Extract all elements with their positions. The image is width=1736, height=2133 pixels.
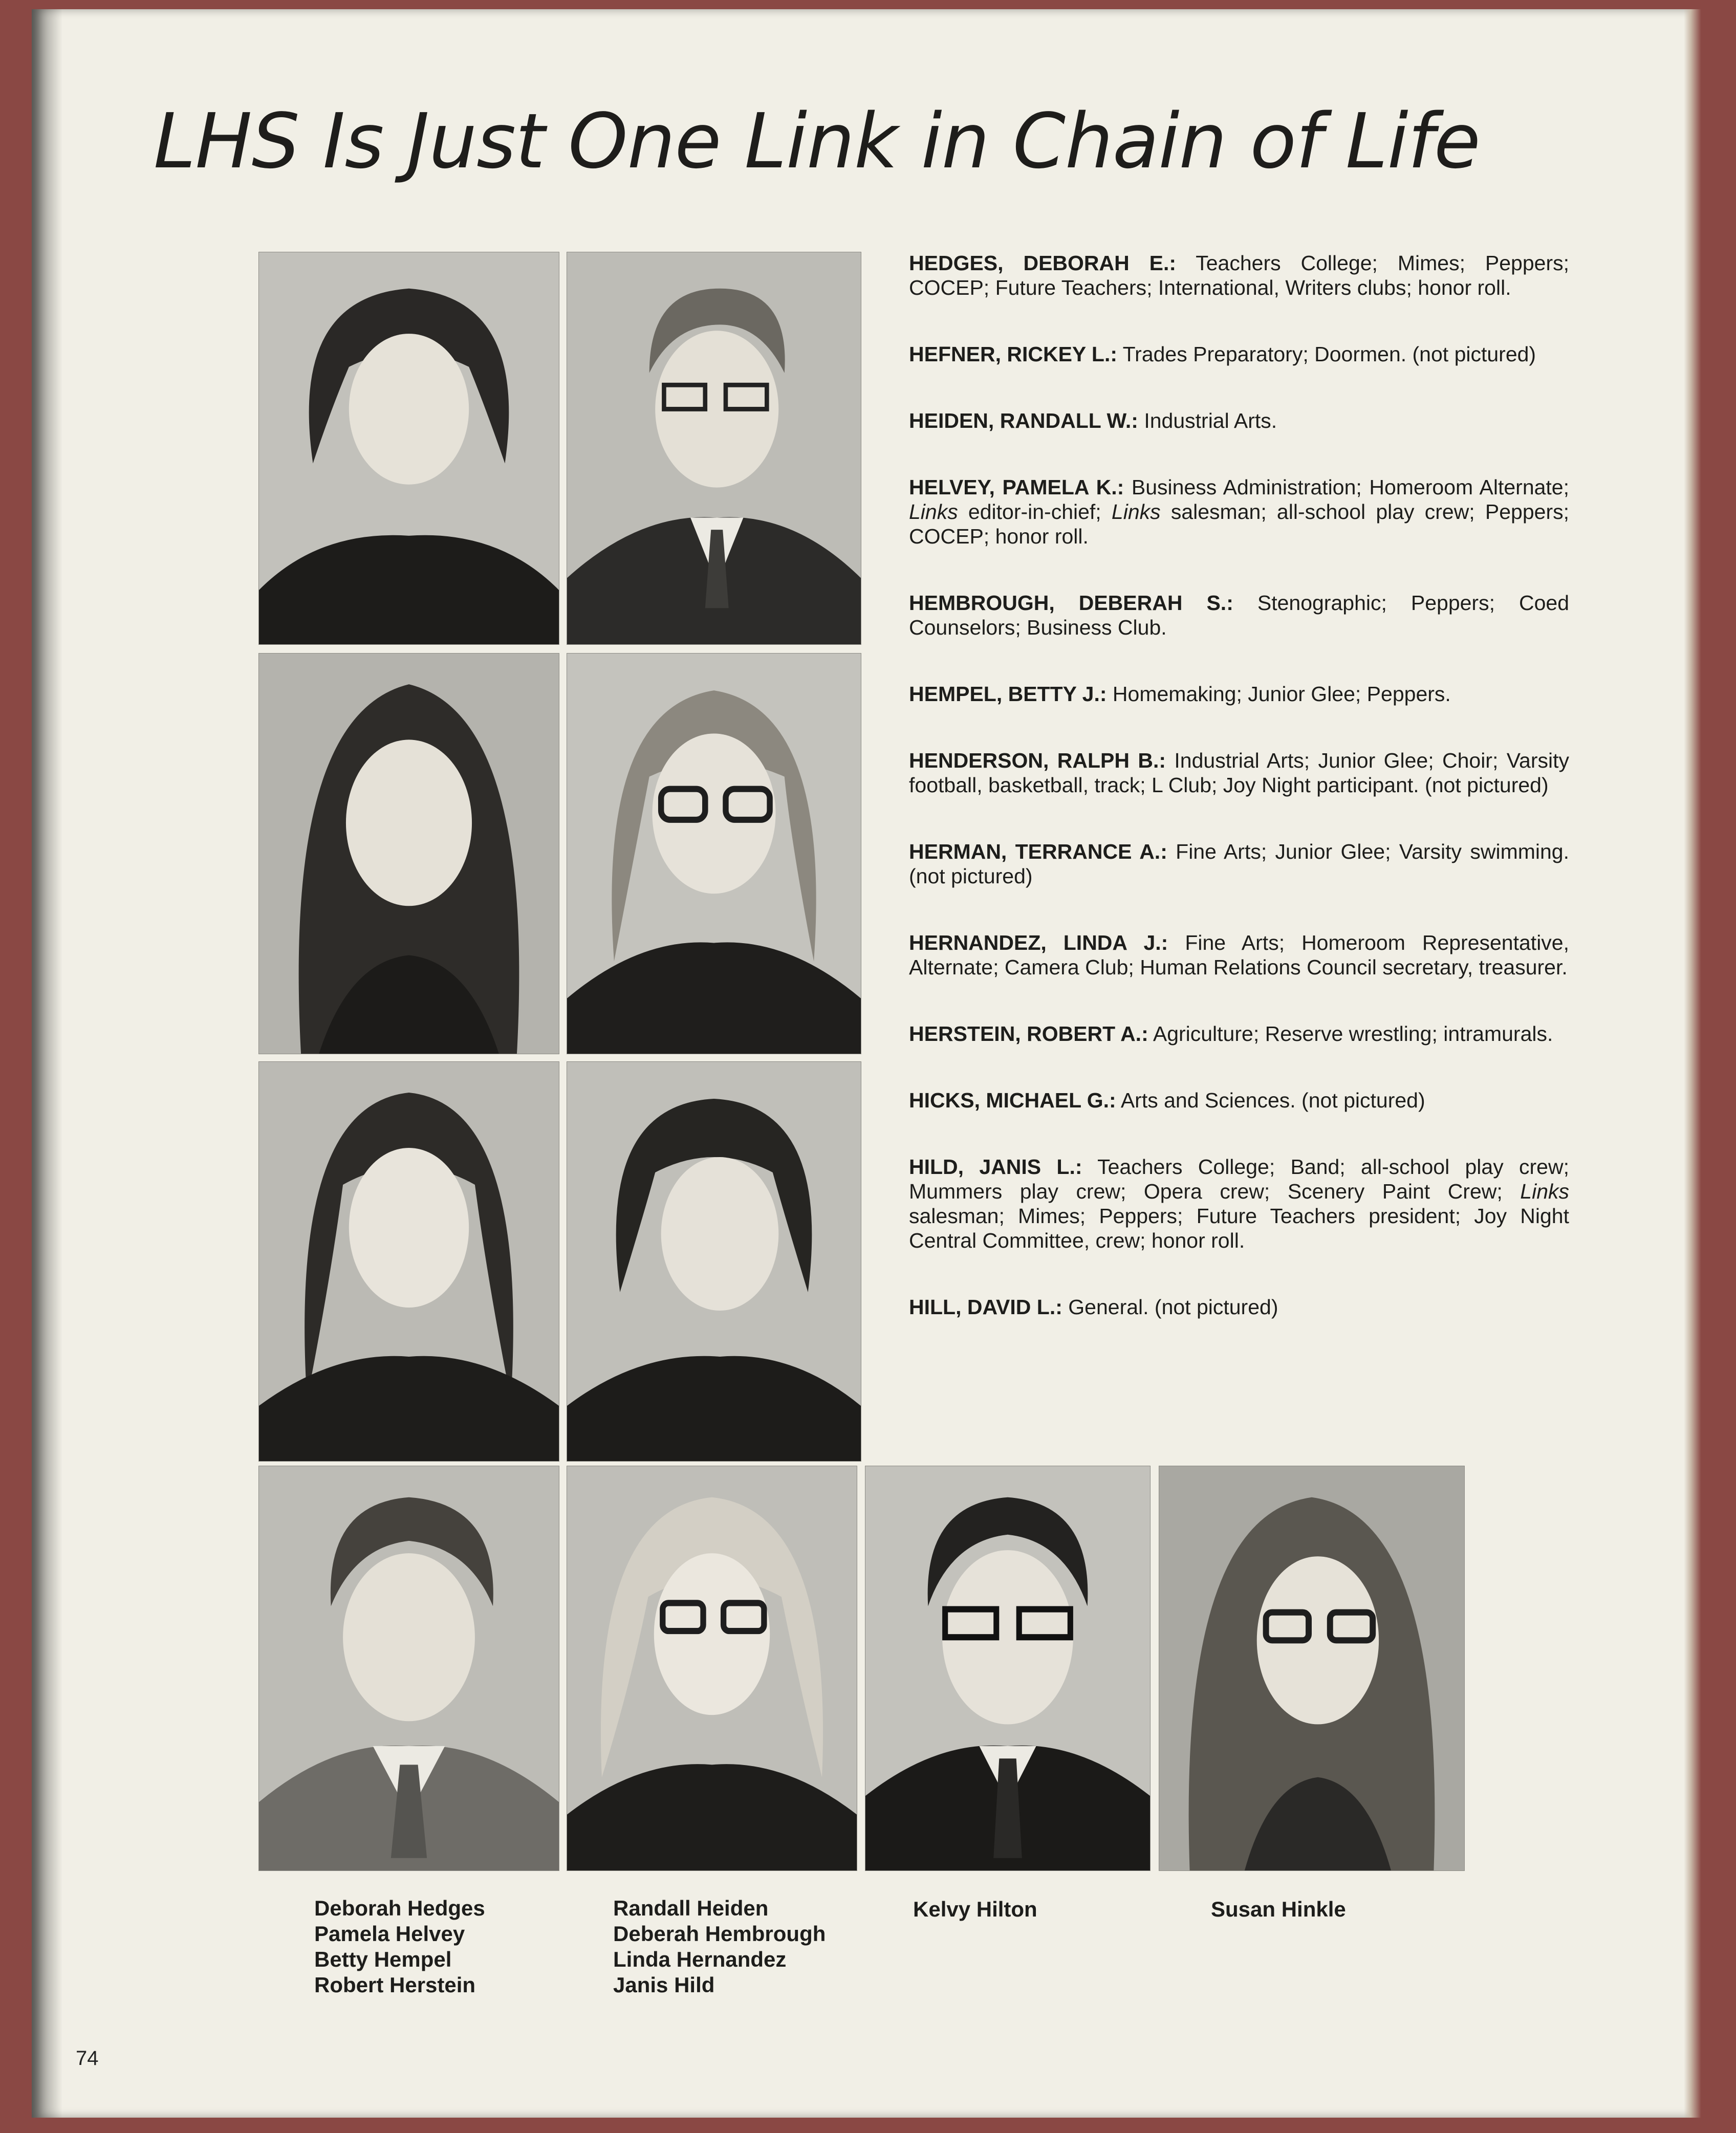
- caption-name: Janis Hild: [613, 1973, 715, 1997]
- bio-entry: HELVEY, PAMELA K.: Business Administration; Homeroom Alternate; Links editor-in-chief; Links salesman; all-school play crew; Peppers; COCEP; honor roll.: [909, 475, 1570, 548]
- photo-caption-column-4: [1211, 1897, 1346, 1922]
- bio-entry: HICKS, MICHAEL G.: Arts and Sciences. (not pictured): [909, 1089, 1425, 1112]
- portrait-photo-pamela-helvey: [258, 653, 559, 1054]
- page-number: 74: [76, 2047, 99, 2070]
- bio-entry: HERNANDEZ, LINDA J.: Fine Arts; Homeroom Representative, Alternate; Camera Club; Human Relations Council secretary, treasurer.: [909, 931, 1569, 979]
- senior-biographies: [909, 251, 1569, 1361]
- bio-entry: HENDERSON, RALPH B.: Industrial Arts; Junior Glee; Choir; Varsity football, basketball, track; L Club; Joy Night participant. (not pictured): [909, 749, 1569, 797]
- page-edge: [1684, 9, 1701, 2118]
- bio-entry: HEIDEN, RANDALL W.: Industrial Arts.: [909, 409, 1277, 432]
- portrait-photo-randall-heiden-2: [258, 1466, 559, 1871]
- caption-name: Deborah Hedges: [314, 1896, 485, 1920]
- caption-name: Robert Herstein: [314, 1973, 476, 1997]
- caption-name: Kelvy Hilton: [913, 1897, 1037, 1921]
- caption-name: Betty Hempel: [314, 1947, 452, 1971]
- bio-entry: HEFNER, RICKEY L.: Trades Preparatory; Doormen. (not pictured): [909, 342, 1536, 366]
- photo-caption-column-2: [613, 1896, 826, 1998]
- portrait-photo-robert-herstein: [567, 1061, 861, 1462]
- caption-name: Linda Hernandez: [613, 1947, 787, 1971]
- bio-entry: HEMPEL, BETTY J.: Homemaking; Junior Glee; Peppers.: [909, 682, 1451, 706]
- bio-entry: HILL, DAVID L.: General. (not pictured): [909, 1295, 1278, 1319]
- portrait-photo-deberah-hembrough: [567, 653, 861, 1054]
- portrait-photo-betty-hempel: [258, 1061, 559, 1462]
- spine-shadow: [32, 9, 62, 2118]
- photo-caption-column-3: [913, 1897, 1037, 1922]
- page-title: LHS Is Just One Link in Chain of Life: [154, 97, 1480, 185]
- bio-entry: HERSTEIN, ROBERT A.: Agriculture; Reserve wrestling; intramurals.: [909, 1022, 1553, 1046]
- bio-entry: HERMAN, TERRANCE A.: Fine Arts; Junior Glee; Varsity swimming. (not pictured): [909, 840, 1569, 888]
- caption-name: Susan Hinkle: [1211, 1897, 1346, 1921]
- portrait-photo-susan-hinkle: [1159, 1466, 1465, 1871]
- bio-entry: HILD, JANIS L.: Teachers College; Band; all-school play crew; Mummers play crew; Opera crew; Scenery Paint Crew; Links salesman; Mimes; Peppers; Future Teachers president; Joy Night Central Committee, crew; honor roll.: [909, 1155, 1569, 1252]
- bio-entry: HEDGES, DEBORAH E.: Teachers College; Mimes; Peppers; COCEP; Future Teachers; International, Writers clubs; honor roll.: [909, 251, 1569, 299]
- portrait-photo-kelvy-hilton: [865, 1466, 1151, 1871]
- portrait-photo-randall-heiden: [567, 252, 861, 645]
- portrait-photo-deborah-hedges: [258, 252, 559, 645]
- photo-caption-column-1: [314, 1896, 485, 1998]
- bio-entry: HEMBROUGH, DEBERAH S.: Stenographic; Peppers; Coed Counselors; Business Club.: [909, 591, 1569, 639]
- caption-name: Pamela Helvey: [314, 1922, 465, 1946]
- portrait-photo-linda-hernandez: [567, 1466, 857, 1871]
- caption-name: Deberah Hembrough: [613, 1922, 826, 1946]
- caption-name: Randall Heiden: [613, 1896, 769, 1920]
